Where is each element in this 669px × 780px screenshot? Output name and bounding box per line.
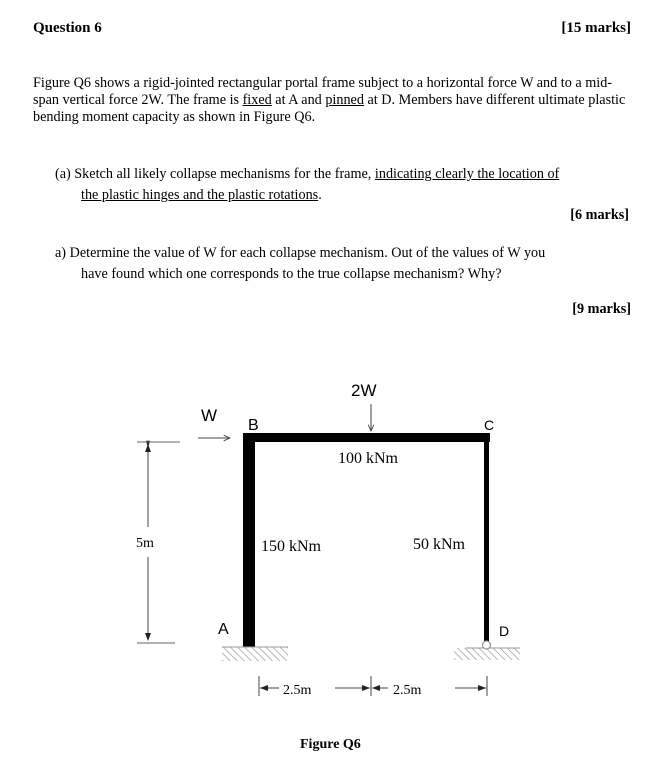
beam xyxy=(243,433,490,442)
span-right-label: 2.5m xyxy=(393,683,422,698)
vertical-load-label: 2W xyxy=(351,381,377,400)
question-title: Question 6 xyxy=(33,20,102,36)
part-a-text: Sketch all likely collapse mechanisms for the frame, xyxy=(74,166,372,182)
part-a-marks: [6 marks] xyxy=(570,207,629,223)
intro-text-1: Figure Q6 shows a rigid-jointed rectangular portal frame subject to a horizontal force W and to a mid-span vertical force 2W. The frame is xyxy=(33,75,613,108)
span-left-label: 2.5m xyxy=(283,683,312,698)
part-b-line1: Determine the value of W for each collapse mechanism. Out of the values of W you xyxy=(69,245,546,261)
left-column-capacity-label: 150 kNm xyxy=(261,538,321,555)
node-d-label: D xyxy=(499,623,510,639)
part-a-underlined-2: the plastic hinges and the plastic rotations xyxy=(81,187,319,203)
beam-capacity-label: 100 kNm xyxy=(338,450,398,467)
right-column xyxy=(484,433,489,641)
part-b-marks: [9 marks] xyxy=(572,301,631,317)
intro-text-3: at D. Members have different ultimate plastic bending moment capacity as shown in Figure Q6. xyxy=(33,92,626,125)
node-c-label: C xyxy=(484,417,495,433)
height-dimension-label: 5m xyxy=(136,536,154,551)
pinned-support-d xyxy=(454,641,520,660)
intro-pinned: pinned xyxy=(325,92,364,108)
part-a-period: . xyxy=(318,187,322,203)
node-a-label: A xyxy=(218,621,229,638)
part-a-label: (a) xyxy=(55,166,71,182)
question-total-marks: [15 marks] xyxy=(561,20,631,36)
part-b-label: a) xyxy=(55,245,67,261)
intro-fixed: fixed xyxy=(242,92,272,108)
left-column xyxy=(243,435,255,647)
right-column-capacity-label: 50 kNm xyxy=(413,536,465,553)
part-a-underlined-1: indicating clearly the location of xyxy=(374,166,560,182)
figure-caption: Figure Q6 xyxy=(300,737,361,752)
horizontal-load-label: W xyxy=(201,406,218,425)
part-b-line2: have found which one corresponds to the true collapse mechanism? Why? xyxy=(81,266,502,282)
intro-text-2: at A and xyxy=(271,92,326,108)
fixed-support-a xyxy=(222,647,288,661)
node-b-label: B xyxy=(248,417,259,434)
